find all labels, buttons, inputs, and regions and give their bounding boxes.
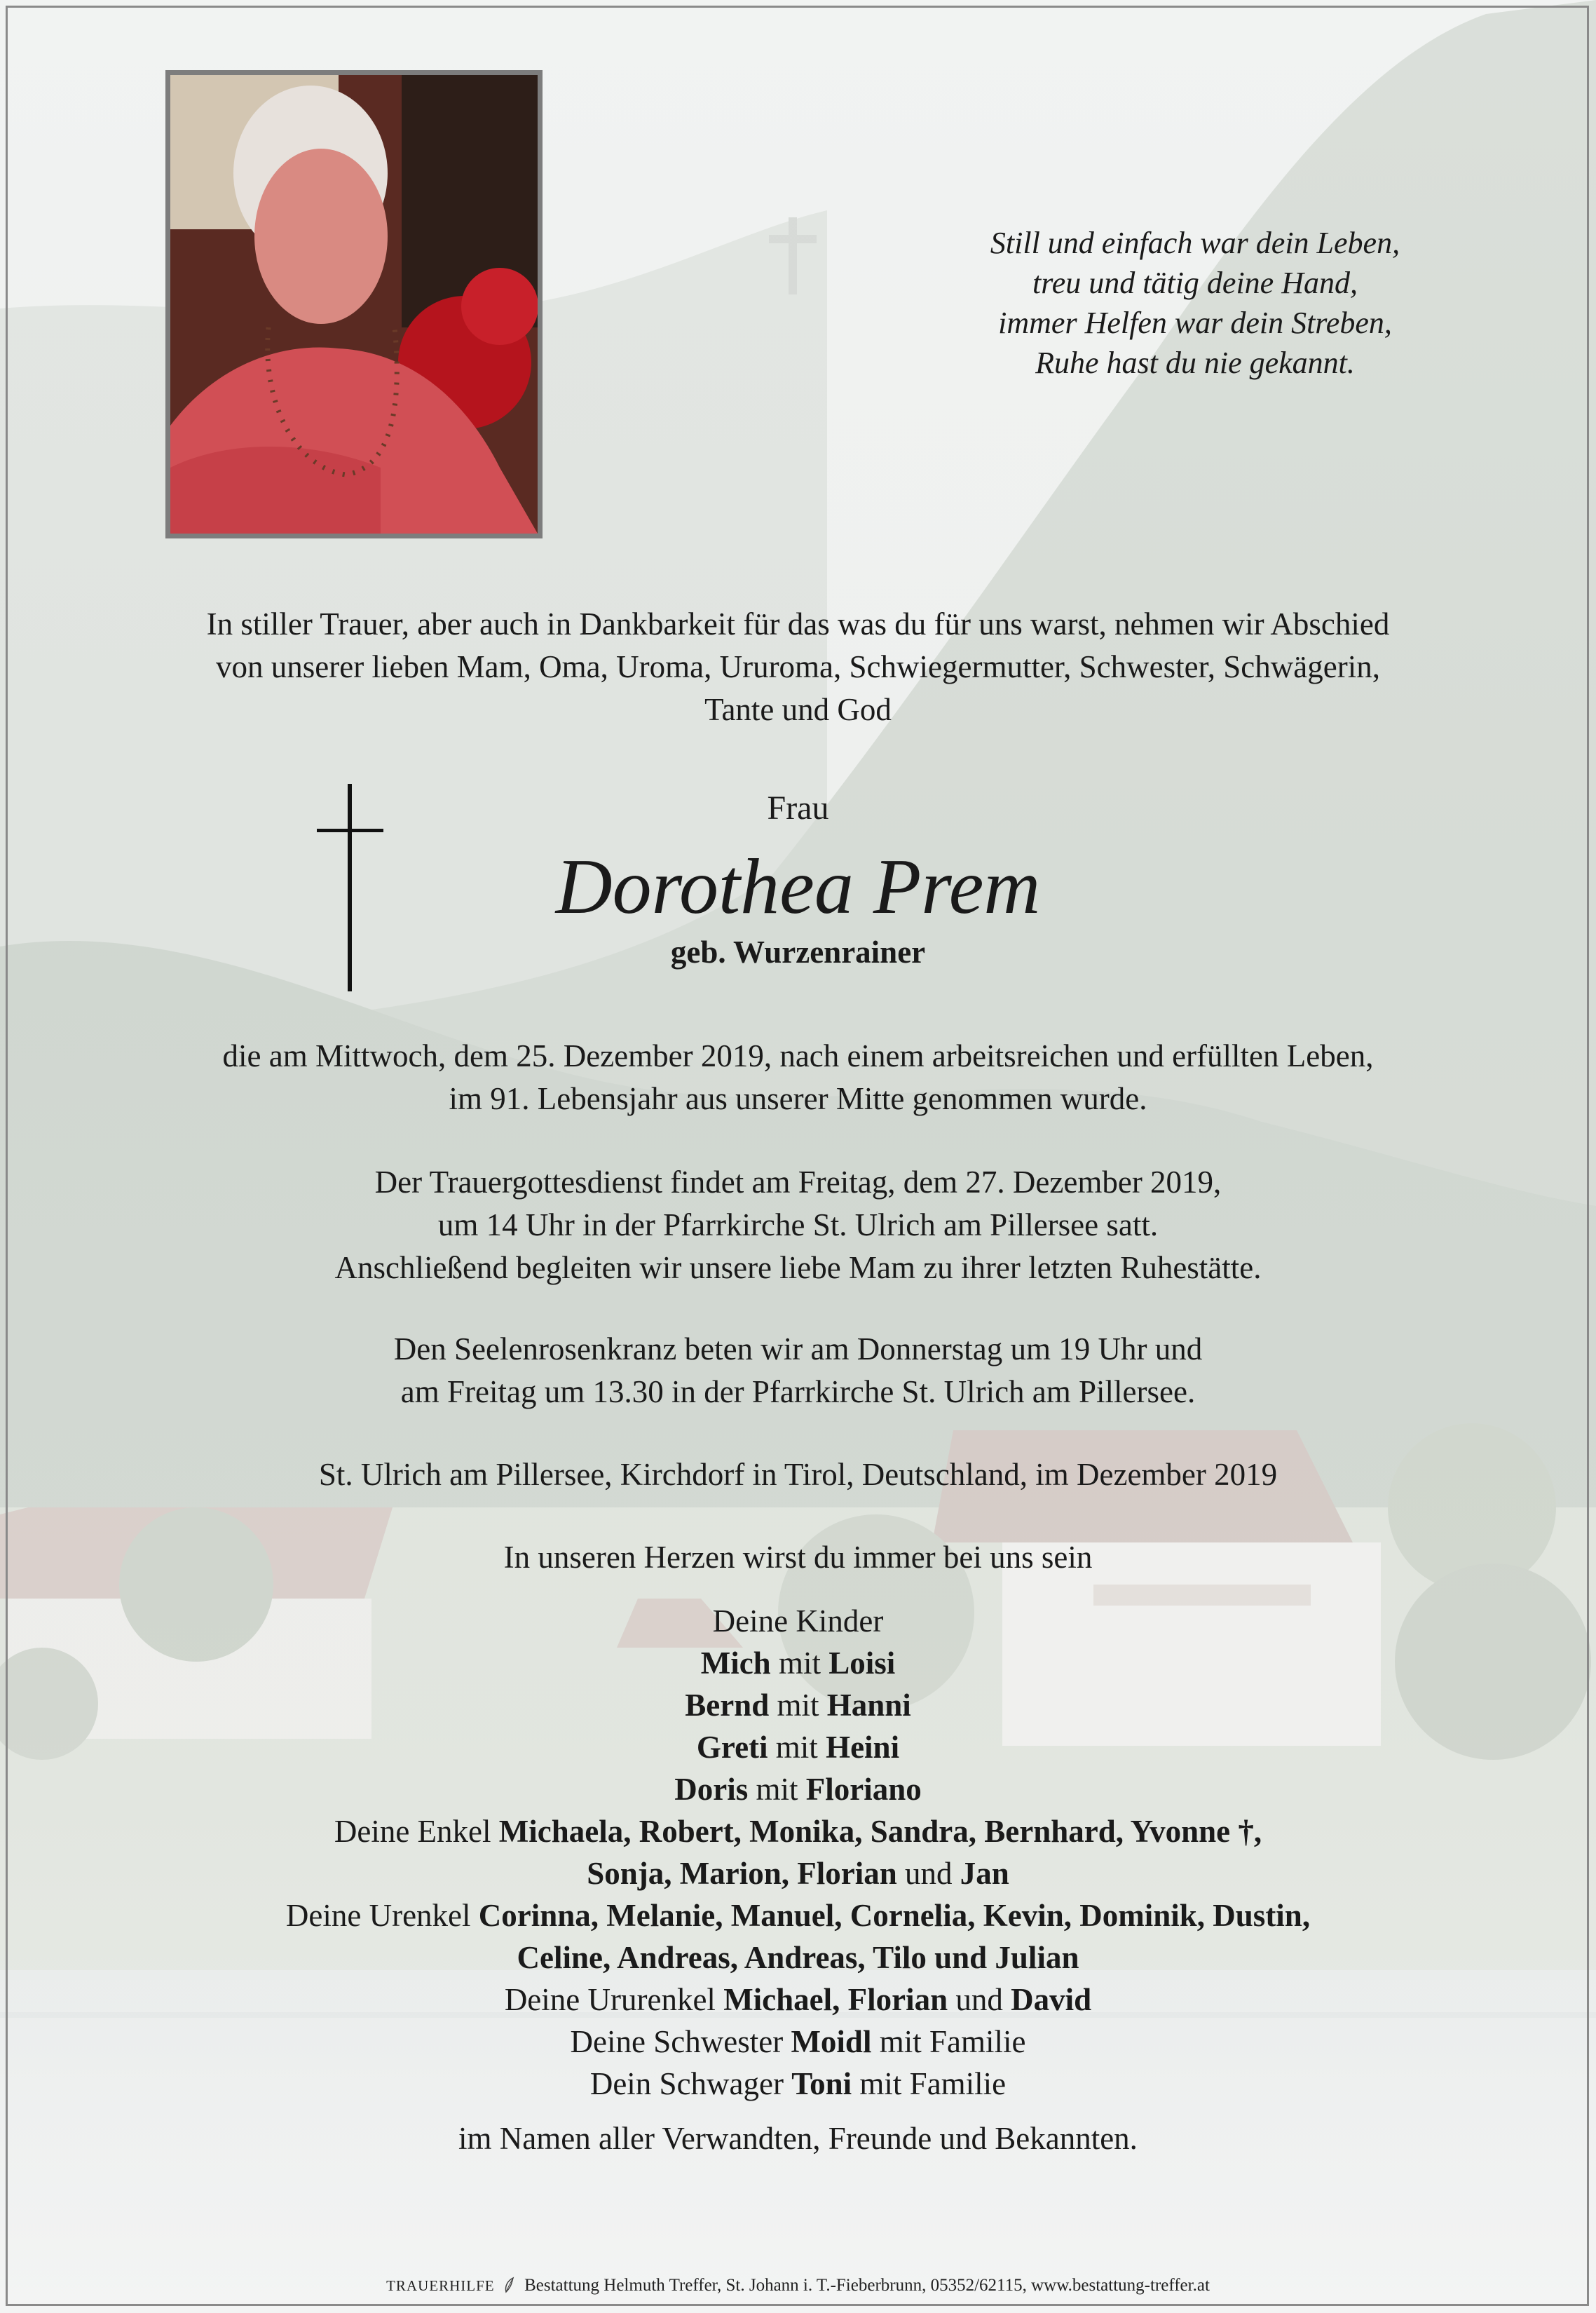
mourner-relation: Dein Schwager	[589, 2066, 792, 2101]
mourner-name: Michael, Florian	[723, 1982, 948, 2017]
closing	[0, 2117, 1596, 2160]
mourner-relation: Deine Kinder	[712, 1603, 884, 1639]
mourner-row	[0, 1894, 1596, 1936]
mourner-row	[0, 1768, 1596, 1810]
mourner-name: Floriano	[805, 1772, 922, 1807]
mourner-relation: Deine Enkel	[334, 1814, 499, 1849]
motto-line: In unseren Herzen wirst du immer bei uns sein	[503, 1540, 1093, 1575]
footer	[0, 2276, 1596, 2295]
poem-line: immer Helfen war dein Streben,	[998, 306, 1392, 340]
mourner-relation: mit Familie	[871, 2024, 1026, 2059]
mourner-row	[0, 1936, 1596, 1979]
mourner-name: Bernd	[685, 1688, 770, 1723]
mourner-name: Celine, Andreas, Andreas, Tilo und Julian	[517, 1940, 1079, 1975]
mourner-row	[0, 2063, 1596, 2105]
mourner-row	[0, 1979, 1596, 2021]
mourner-relation: mit	[769, 1688, 827, 1723]
rosary-info	[0, 1328, 1596, 1413]
mourner-name: Heini	[826, 1730, 900, 1765]
death-notice	[0, 1035, 1596, 1120]
mourner-row	[0, 1726, 1596, 1768]
intro-text	[0, 603, 1596, 731]
mourner-row	[0, 1810, 1596, 1852]
place-date-line: St. Ulrich am Pillersee, Kirchdorf in Tirol, Deutschland, im Dezember 2019	[318, 1457, 1278, 1492]
death-notice-line: die am Mittwoch, dem 25. Dezember 2019, nach einem arbeitsreichen und erfüllten Leben,	[222, 1038, 1374, 1073]
poem	[827, 223, 1563, 383]
mourner-name: Hanni	[826, 1688, 911, 1723]
mourner-name: Toni	[791, 2066, 852, 2101]
mourner-row	[0, 1684, 1596, 1726]
rosary-line: am Freitag um 13.30 in der Pfarrkirche St. Ulrich am Pillersee.	[400, 1374, 1196, 1409]
mourner-row	[0, 1642, 1596, 1684]
mourner-name: David	[1011, 1982, 1092, 2017]
intro-line: von unserer lieben Mam, Oma, Uroma, Ururoma, Schwiegermutter, Schwester, Schwägerin,	[216, 649, 1380, 684]
mourner-name: Corinna, Melanie, Manuel, Cornelia, Kevin, Dominik, Dustin,	[478, 1898, 1311, 1933]
mourner-name: Michaela, Robert, Monika, Sandra, Bernhard, Yvonne †,	[498, 1814, 1262, 1849]
mourner-row	[0, 2021, 1596, 2063]
maiden-name: geb. Wurzenrainer	[670, 935, 926, 970]
mourner-relation: Deine Urenkel	[285, 1898, 479, 1933]
mourner-row	[0, 1852, 1596, 1894]
mourner-name: Loisi	[828, 1646, 896, 1681]
portrait-photo	[165, 70, 543, 538]
mourner-relation: mit	[748, 1772, 806, 1807]
deceased-name: Dorothea Prem	[555, 843, 1041, 930]
mourner-name: Sonja, Marion, Florian	[587, 1856, 897, 1891]
mourner-relation: mit Familie	[852, 2066, 1007, 2101]
mourner-relation: mit	[770, 1646, 829, 1681]
place-date	[0, 1453, 1596, 1496]
leaf-icon	[503, 2277, 516, 2293]
intro-line: Tante und God	[704, 692, 892, 727]
poem-line: Still und einfach war dein Leben,	[990, 226, 1400, 260]
closing-line: im Namen aller Verwandten, Freunde und Bekannten.	[458, 2121, 1138, 2156]
funeral-line: Der Trauergottesdienst findet am Freitag, dem 27. Dezember 2019,	[374, 1165, 1222, 1200]
rosary-line: Den Seelenrosenkranz beten wir am Donnerstag um 19 Uhr und	[393, 1331, 1203, 1366]
funeral-line: Anschließend begleiten wir unsere liebe Mam zu ihrer letzten Ruhestätte.	[334, 1250, 1262, 1285]
mourner-relation: mit	[768, 1730, 826, 1765]
intro-line: In stiller Trauer, aber auch in Dankbarkeit für das was du für uns warst, nehmen wir Abschied	[206, 606, 1390, 642]
funeral-line: um 14 Uhr in der Pfarrkirche St. Ulrich am Pillersee satt.	[437, 1207, 1159, 1242]
mourners-list	[0, 1600, 1596, 2105]
footer-text: Bestattung Helmuth Treffer, St. Johann i. T.-Fieberbrunn, 05352/62115, www.bestattung-treffer.at	[524, 2276, 1210, 2295]
mourner-name: Doris	[674, 1772, 749, 1807]
mourner-relation: und	[896, 1856, 960, 1891]
poem-line: Ruhe hast du nie gekannt.	[1035, 346, 1355, 380]
portrait-image	[170, 75, 538, 534]
death-notice-line: im 91. Lebensjahr aus unserer Mitte genommen wurde.	[449, 1081, 1147, 1116]
mourner-name: Greti	[696, 1730, 768, 1765]
deceased-title: Frau	[767, 789, 829, 827]
poem-line: treu und tätig deine Hand,	[1032, 266, 1358, 300]
mourner-relation: Deine Schwester	[570, 2024, 791, 2059]
funeral-info	[0, 1161, 1596, 1289]
mourner-row	[0, 1600, 1596, 1642]
mourner-relation: Deine Ururenkel	[504, 1982, 724, 2017]
mourner-relation: und	[948, 1982, 1011, 2017]
mourner-name: Mich	[700, 1646, 771, 1681]
mourner-name: Moidl	[791, 2024, 872, 2059]
mourner-name: Jan	[960, 1856, 1009, 1891]
footer-brand: TRAUERHILFE	[386, 2277, 495, 2294]
motto	[0, 1536, 1596, 1579]
